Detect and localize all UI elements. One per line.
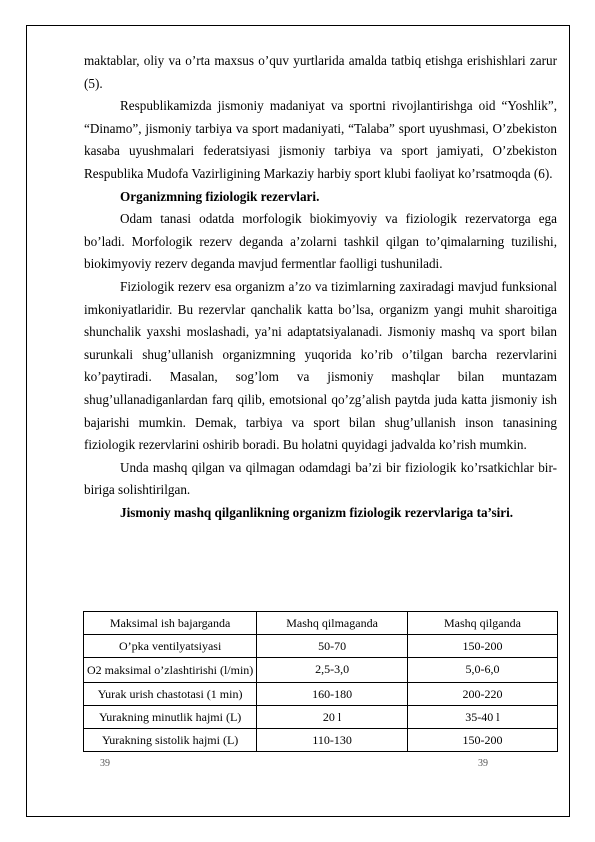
table-cell: 160-180 (257, 683, 408, 706)
table-cell: Yurak urish chastotasi (1 min) (84, 683, 257, 706)
table-row (84, 729, 558, 752)
section-heading-reserves: Organizmning fiziologik rezervlari. (120, 188, 320, 204)
table-cell: 35-40 l (407, 706, 557, 729)
table-row (84, 683, 558, 706)
table-header-row (84, 612, 558, 635)
page-number-left: 39 (100, 758, 110, 769)
paragraph-reserve-types: Odam tanasi odatda morfologik biokimyoviy va fiziologik rezervatorga ega bo’ladi. Morfologik rezerv deganda a’zolarni tashkil qilgan to’qimalarning tuzilishi, biokimyoviy rezerv deganda mavjud fermentlar faolligi tushuniladi. (84, 211, 557, 272)
paragraph-comparison: Unda mashq qilgan va qilmagan odamdagi ba’zi bir fiziologik ko’rsatkichlar bir-biriga solishtirilgan. (84, 459, 557, 498)
table-cell: 150-200 (407, 729, 557, 752)
table-row (84, 706, 558, 729)
paragraph-physiological-reserve: Fiziologik rezerv esa organizm a’zo va tizimlarning zaxiradagi mavjud funksional imkoniyatlaridir. Bu rezervlar qanchalik katta bo’lsa, organizm yangi muhit sharoitiga shunchalik yaxshi moslashadi, ya’ni adaptatsiyalanadi. Jismoniy mashq va sport bilan surunkali shug’ullanish organizmning yuqorida ko’rib o’tilgan barcha rezervlarini ko’paytiradi. Masalan, sog’lom va jismoniy mashqlar bilan muntazam shug’ullanadiganlardan farq qilib, emotsional qo’zg’alish paytda juda katta jismoniy ish bajarishi mumkin. Demak, tarbiya va sport bilan shug’ullanish inson tanasining fiziologik rezervlarini oshirib boradi. Bu holatni quyidagi jadvalda ko’rish mumkin. (84, 278, 557, 453)
table-cell: 2,5-3,0 (257, 658, 408, 683)
paragraph-intro: maktablar, oliy va o’rta maxsus o’quv yurtlarida amalda tatbiq etishga erishishlari zarur (5). (84, 53, 557, 91)
table-header-cell: Mashq qilganda (407, 612, 557, 635)
table-header-cell: Mashq qilmaganda (257, 612, 408, 635)
table-cell: Yurakning sistolik hajmi (L) (84, 729, 257, 752)
table-cell: 20 l (257, 706, 408, 729)
table-cell: Yurakning minutlik hajmi (L) (84, 706, 257, 729)
table-cell: 150-200 (407, 635, 557, 658)
table-title: Jismoniy mashq qilganlikning organizm fiziologik rezervlariga ta’siri. (120, 504, 514, 520)
paragraph-sport-societies: Respublikamizda jismoniy madaniyat va sportni rivojlantirishga oid “Yoshlik”, “Dinamo”, jismoniy tarbiya va sport madaniyati, “Talaba” sport uyushmasi, O’zbekiston kasaba uyushmalari federatsiyasi jismoniy tarbiya va sport jamiyati, O’zbekiston Respublika Mudofa Vazirligining Markaziy harbiy sport klubi faoliyat ko’rsatmoqda (6). (84, 98, 557, 181)
table-cell: O2 maksimal o’zlashtirishi (l/min) (84, 658, 257, 683)
document-body (84, 50, 557, 524)
table-cell: 110-130 (257, 729, 408, 752)
table-cell: O’pka ventilyatsiyasi (84, 635, 257, 658)
table-cell: 50-70 (257, 635, 408, 658)
page-number-right: 39 (478, 758, 488, 769)
table-cell: 200-220 (407, 683, 557, 706)
physiology-table (83, 611, 558, 752)
table-header-cell: Maksimal ish bajarganda (84, 612, 257, 635)
table-row (84, 658, 558, 683)
table-row (84, 635, 558, 658)
table-cell: 5,0-6,0 (407, 658, 557, 683)
